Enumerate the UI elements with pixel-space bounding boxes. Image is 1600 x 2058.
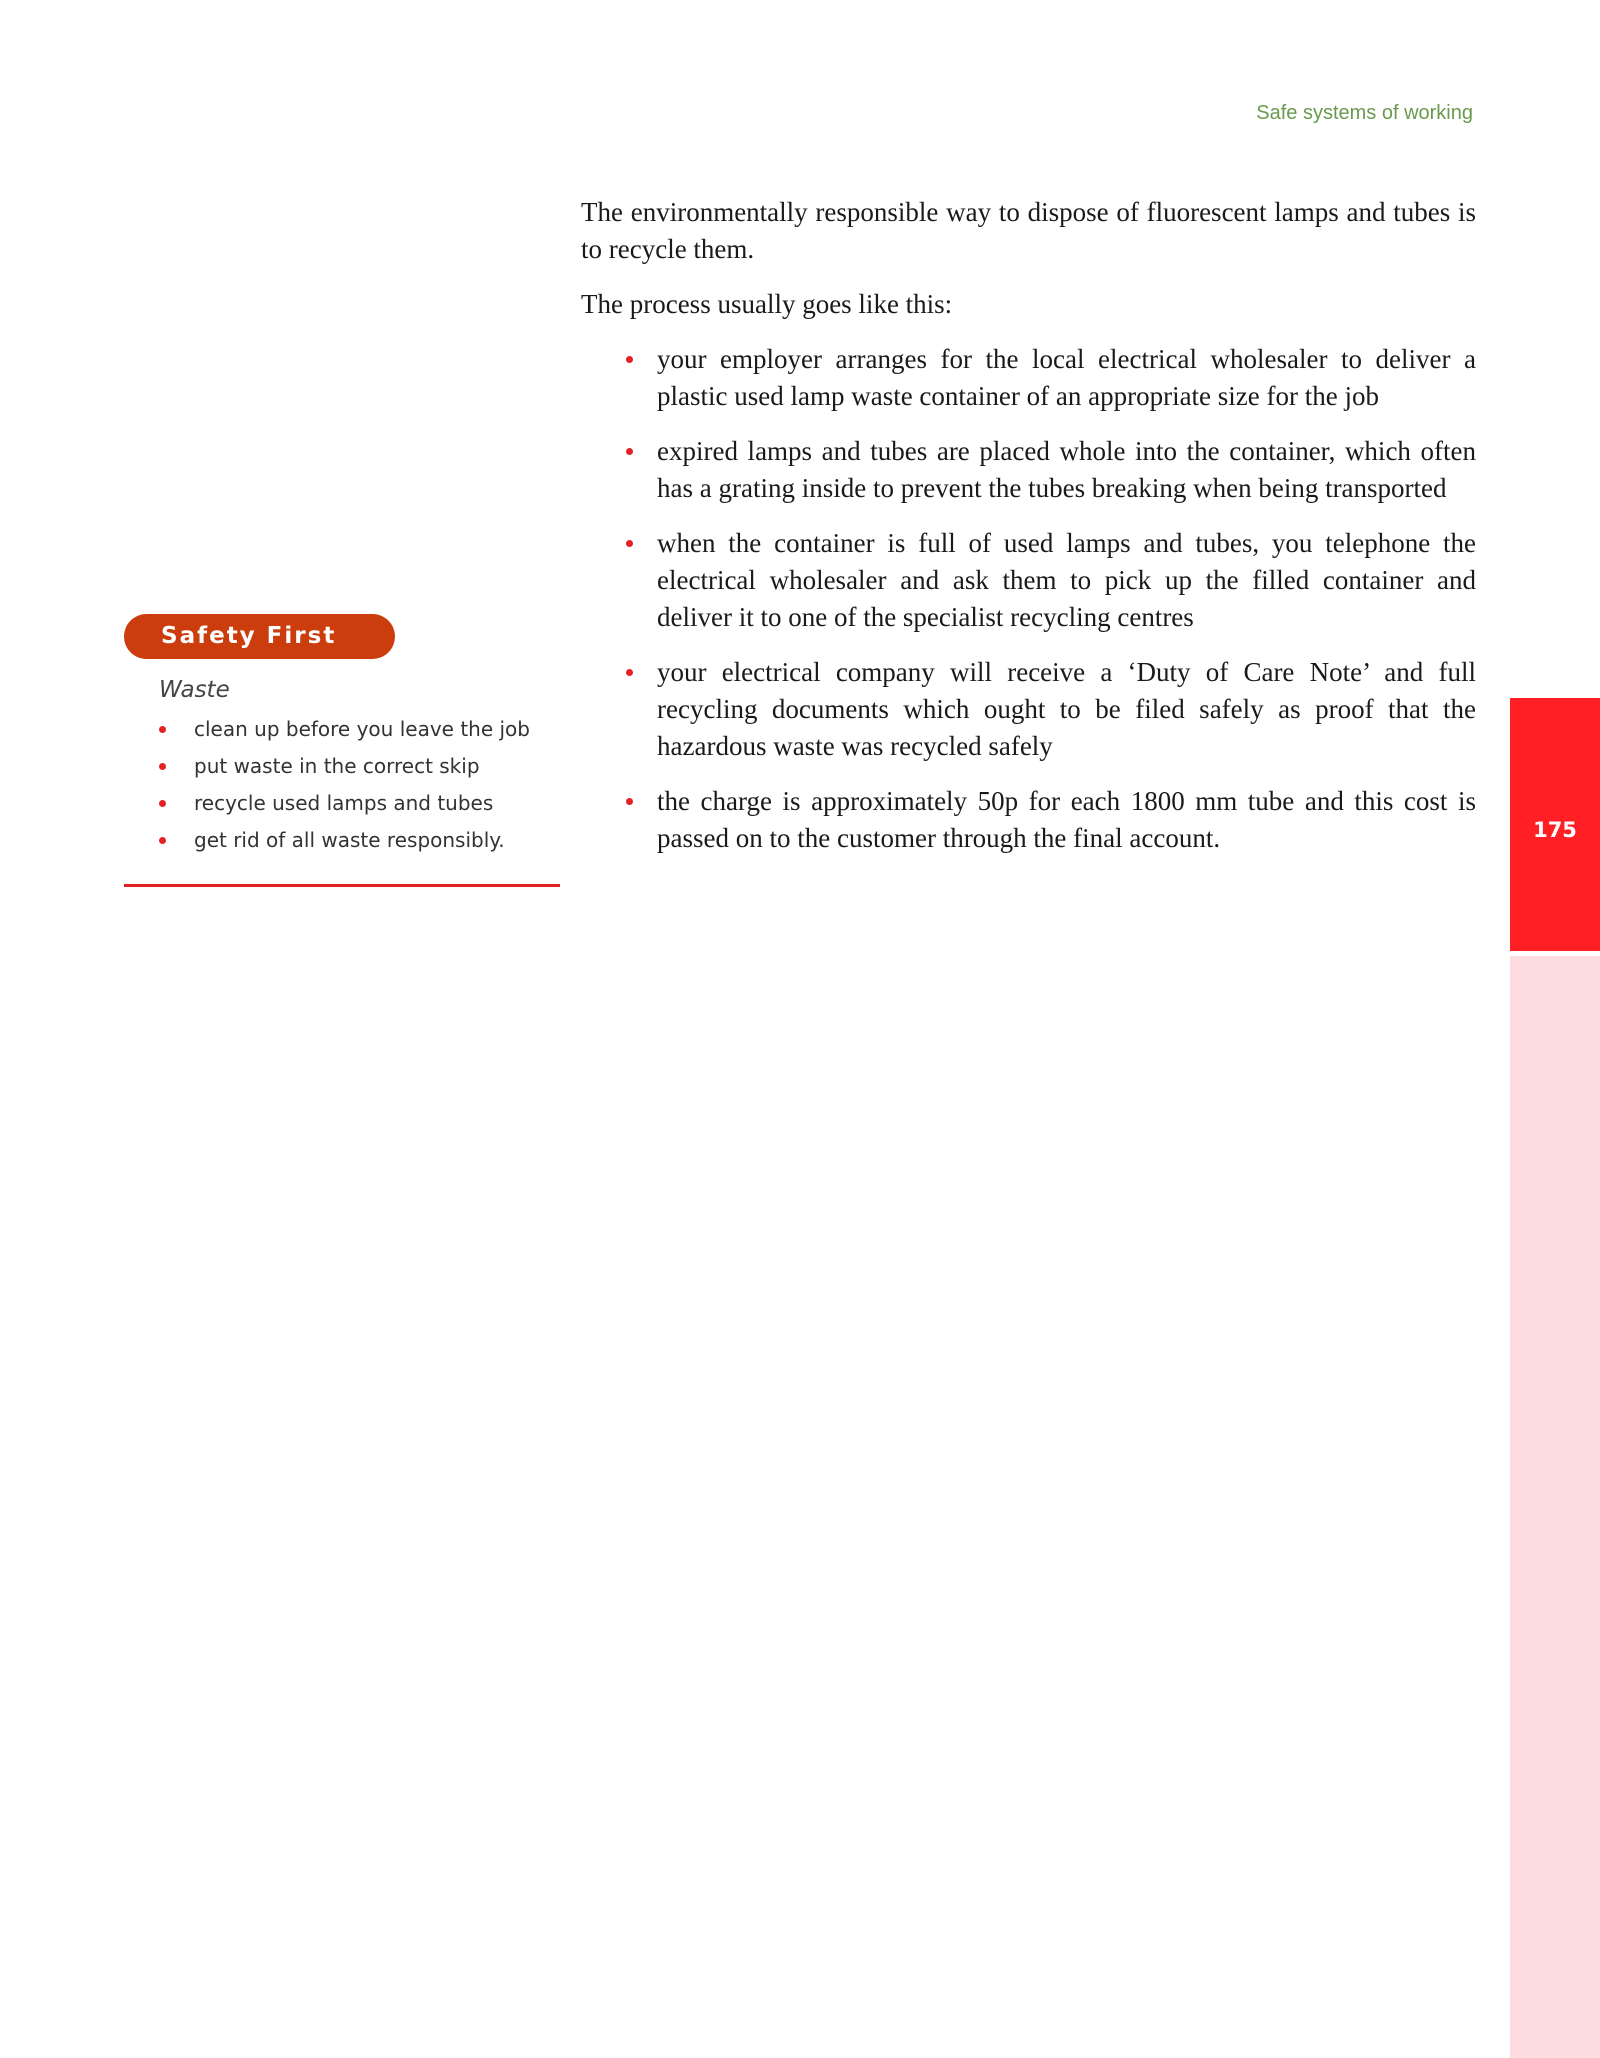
list-item [581,783,1476,857]
list-item [581,525,1476,636]
safety-first-box [124,614,560,859]
list-item-text: your electrical company will receive a ‘Duty of Care Note’ and full recycling documents which ought to be filed safely as proof that the hazardous waste was recycled safely [657,657,1476,761]
list-item [581,341,1476,415]
sidebar-divider [124,884,560,887]
bullet-icon [159,726,166,733]
process-list [581,341,1476,857]
bullet-icon [159,800,166,807]
page-number: 175 [1533,818,1577,842]
safety-first-list [159,711,560,859]
bullet-icon [159,837,166,844]
bullet-icon [626,669,633,676]
list-item-text: put waste in the correct skip [194,754,480,778]
list-item [159,748,560,785]
list-item-text: clean up before you leave the job [194,717,530,741]
list-item [581,654,1476,765]
safety-first-badge: Safety First [124,614,395,659]
running-head: Safe systems of working [1256,102,1473,124]
main-text [581,194,1476,875]
bullet-icon [626,448,633,455]
lead-paragraph: The process usually goes like this: [581,289,953,319]
list-item-text: get rid of all waste responsibly. [194,828,505,852]
bullet-icon [626,356,633,363]
page-tab-strip [1510,956,1600,2058]
list-item [159,711,560,748]
page-tab-blank [1510,0,1600,698]
list-item-text: when the container is full of used lamps and tubes, you telephone the electrical wholesaler and ask them to pick up the filled container and deliver it to one of the specialist recycling centres [657,528,1476,632]
safety-first-heading: Waste [159,677,230,703]
bullet-icon [626,540,633,547]
list-item [581,433,1476,507]
intro-paragraph: The environmentally responsible way to dispose of fluorescent lamps and tubes is to recycle them. [581,197,1476,264]
list-item-text: your employer arranges for the local electrical wholesaler to deliver a plastic used lamp waste container of an appropriate size for the job [657,344,1476,411]
list-item-text: recycle used lamps and tubes [194,791,494,815]
bullet-icon [159,763,166,770]
list-item [159,822,560,859]
list-item [159,785,560,822]
bullet-icon [626,798,633,805]
list-item-text: the charge is approximately 50p for each 1800 mm tube and this cost is passed on to the customer through the final account. [657,786,1476,853]
list-item-text: expired lamps and tubes are placed whole into the container, which often has a grating inside to prevent the tubes breaking when being transported [657,436,1476,503]
